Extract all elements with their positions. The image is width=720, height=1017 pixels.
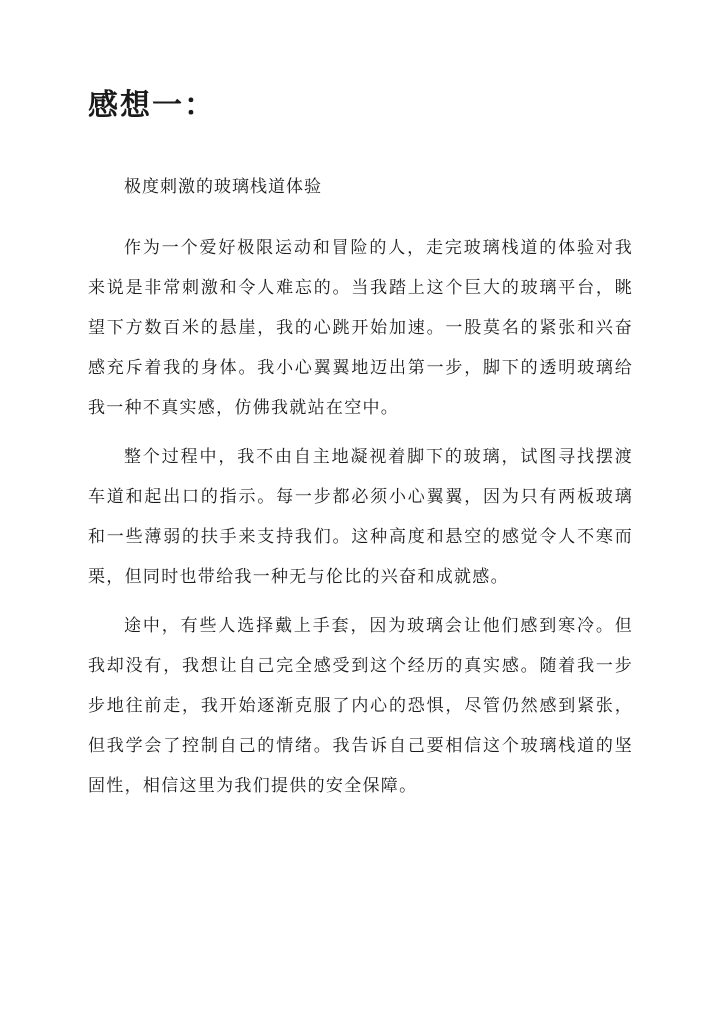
- paragraph: 整个过程中，我不由自主地凝视着脚下的玻璃，试图寻找摆渡车道和起出口的指示。每一步都必须小心翼翼，因为只有两板玻璃和一些薄弱的扶手来支持我们。这种高度和悬空的感觉令人不寒而栗，但同时也带给我一种无与伦比的兴奋和成就感。: [88, 447, 633, 587]
- essay-body: [88, 228, 633, 815]
- page-heading: 感想一：: [88, 88, 216, 123]
- paragraph: 作为一个爱好极限运动和冒险的人，走完玻璃栈道的体验对我来说是非常刺激和令人难忘的。当我踏上这个巨大的玻璃平台，眺望下方数百米的悬崖，我的心跳开始加速。一股莫名的紧张和兴奋感充斥着我的身体。我小心翼翼地迈出第一步，脚下的透明玻璃给我一种不真实感，仿佛我就站在空中。: [88, 238, 633, 418]
- paragraph: 途中，有些人选择戴上手套，因为玻璃会让他们感到寒冷。但我却没有，我想让自己完全感受到这个经历的真实感。随着我一步步地往前走，我开始逐渐克服了内心的恐惧，尽管仍然感到紧张，但我学会了控制自己的情绪。我告诉自己要相信这个玻璃栈道的坚固性，相信这里为我们提供的安全保障。: [88, 616, 633, 796]
- essay-subtitle: 极度刺激的玻璃栈道体验: [124, 177, 322, 197]
